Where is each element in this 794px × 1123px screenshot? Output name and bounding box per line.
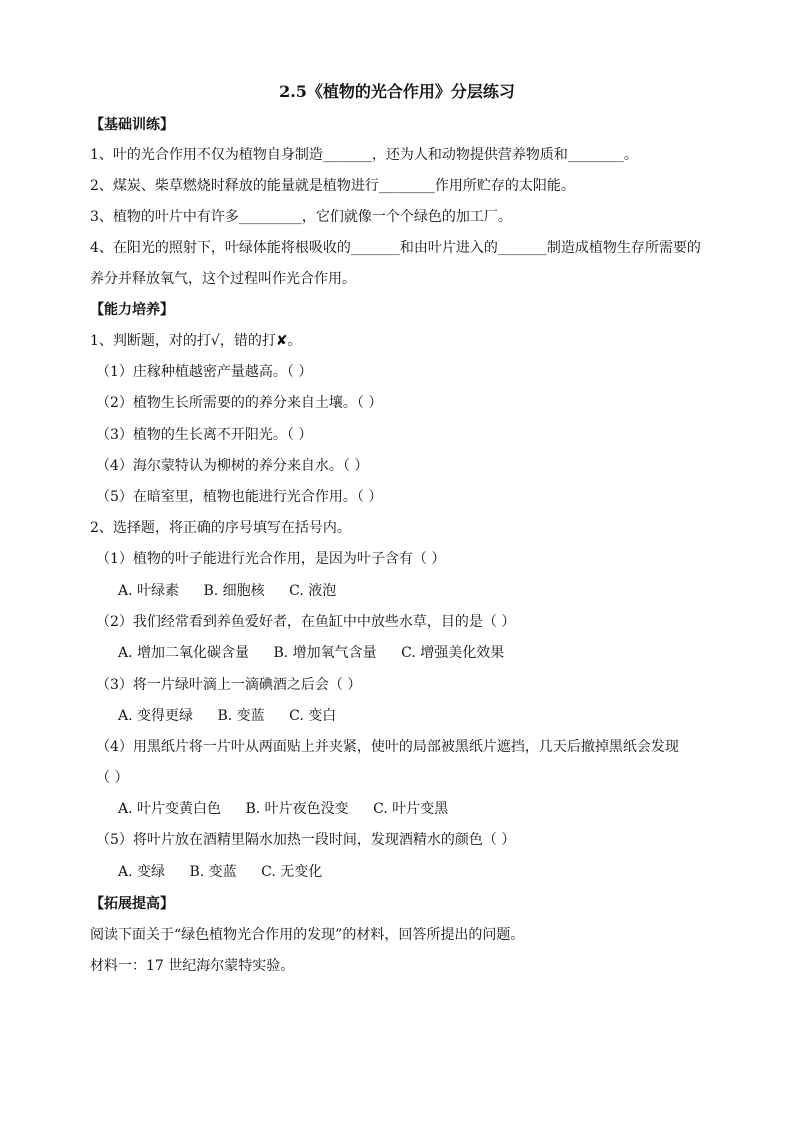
basic-question-2: 2、煤炭、柴草燃烧时释放的能量就是植物进行________作用所贮存的太阳能。: [90, 178, 575, 194]
option-a: A. 变绿: [118, 864, 166, 880]
choice-options-4: [118, 800, 448, 818]
section-heading-basic: 【基础训练】: [90, 117, 174, 133]
option-b: B. 细胞核: [203, 583, 265, 599]
option-a: A. 叶绿素: [118, 583, 180, 599]
choice-question-1: （1）植物的叶子能进行光合作用，是因为叶子含有（ ）: [96, 551, 446, 567]
judge-item-3: （3）植物的生长离不开阳光。（ ）: [96, 427, 313, 443]
choice-options-1: [118, 582, 336, 600]
choice-question-5: （5）将叶片放在酒精里隔水加热一段时间，发现酒精水的颜色（ ）: [96, 832, 516, 848]
choice-options-5: [118, 863, 322, 881]
choice-question-4-line-2: （ ）: [96, 770, 129, 786]
option-a: A. 叶片变黄白色: [118, 801, 222, 817]
choice-question-3: （3）将一片绿叶滴上一滴碘酒之后会（ ）: [96, 677, 362, 693]
extend-intro: 阅读下面关于“绿色植物光合作用的发现”的材料，回答所提出的问题。: [90, 927, 525, 943]
option-b: B. 变蓝: [189, 864, 237, 880]
judge-item-2: （2）植物生长所需要的的养分来自土壤。（ ）: [96, 395, 383, 411]
basic-question-4-line-2: 养分并释放氧气，这个过程叫作光合作用。: [90, 271, 356, 287]
section-heading-ability: 【能力培养】: [90, 302, 174, 318]
choice-options-2: [118, 644, 504, 662]
option-b: B. 叶片夜色没变: [245, 801, 349, 817]
option-b: B. 增加氧气含量: [273, 645, 377, 661]
option-c: C. 增强美化效果: [401, 645, 505, 661]
choice-heading: 2、选择题，将正确的序号填写在括号内。: [90, 520, 351, 536]
option-c: C. 无变化: [261, 864, 323, 880]
option-c: C. 液泡: [289, 583, 337, 599]
choice-question-4-line-1: （4）用黑纸片将一片叶从两面贴上并夹紧，使叶的局部被黑纸片遮挡，几天后撤掉黑纸会发现: [96, 739, 679, 755]
option-b: B. 变蓝: [217, 708, 265, 724]
choice-options-3: [118, 707, 336, 725]
option-c: C. 变白: [289, 708, 337, 724]
judge-item-4: （4）海尔蒙特认为柳树的养分来自水。（ ）: [96, 458, 369, 474]
basic-question-3: 3、植物的叶片中有许多_________，它们就像一个个绿色的加工厂。: [90, 209, 512, 225]
judge-item-5: （5）在暗室里，植物也能进行光合作用。（ ）: [96, 489, 383, 505]
basic-question-1: 1、叶的光合作用不仅为植物自身制造_______，还为人和动物提供营养物质和________。: [90, 147, 638, 163]
option-a: A. 变得更绿: [118, 708, 194, 724]
section-heading-extend: 【拓展提高】: [90, 896, 174, 912]
option-c: C. 叶片变黑: [373, 801, 449, 817]
extend-material-1: 材料一：17 世纪海尔蒙特实验。: [90, 958, 295, 974]
option-a: A. 增加二氧化碳含量: [118, 645, 250, 661]
choice-question-2: （2）我们经常看到养鱼爱好者，在鱼缸中中放些水草，目的是（ ）: [96, 614, 516, 630]
judge-item-1: （1）庄稼种植越密产量越高。（ ）: [96, 364, 313, 380]
judge-heading: 1、判断题，对的打√，错的打✘。: [90, 333, 302, 349]
page-title: 2.5《植物的光合作用》分层练习: [279, 82, 515, 101]
basic-question-4-line-1: 4、在阳光的照射下，叶绿体能将根吸收的_______和由叶片进入的_______制造成植物生存所需要的: [90, 240, 701, 256]
